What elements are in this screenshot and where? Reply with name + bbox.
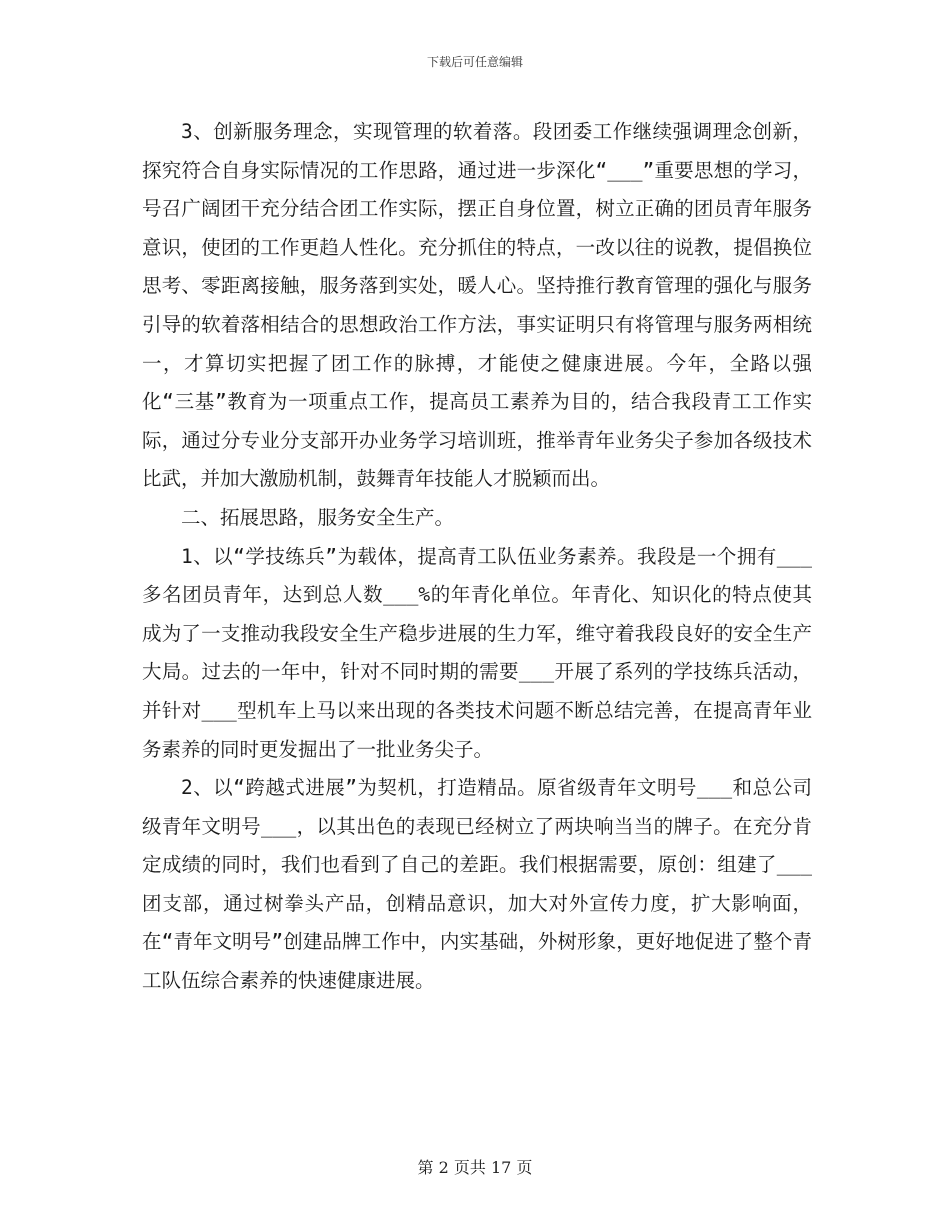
paragraph-service-concept: 3、创新服务理念，实现管理的软着落。段团委工作继续强调理念创新，探究符合自身实际情况的工作思路，通过进一步深化“___”重要思想的学习，号召广阔团干充分结合团工作实际，摆正自身位置，树立正确的团员青年服务意识，使团的工作更趋人性化。充分抓住的特点，一改以往的说教，提倡换位思考、零距离接触，服务落到实处，暖人心。坚持推行教育管理的强化与服务引导的软着落相结合的思想政治工作方法，事实证明只有将管理与服务两相统一，才算切实把握了团工作的脉搏，才能使之健康进展。今年，全路以强化“三基”教育为一项重点工作，提高员工素养为目的，结合我段青工工作实际，通过分专业分支部开办业务学习培训班，推举青年业务尖子参加各级技术比武，并加大激励机制，鼓舞青年技能人才脱颖而出。	[142, 120, 812, 491]
page-header: 下载后可任意编辑	[426, 55, 523, 69]
paragraph-leapfrog-development: 2、以“跨越式进展”为契机，打造精品。原省级青年文明号___和总公司级青年文明号___，以其出色的表现已经树立了两块响当当的牌子。在充分肯定成绩的同时，我们也看到了自己的差距。我们根据需要，原创：组建了___团支部，通过树拳头产品，创精品意识，加大对外宣传力度，扩大影响面，在“青年文明号”创建品牌工作中，内实基础，外树形象，更好地促进了整个青工队伍综合素养的快速健康进展。	[142, 776, 812, 993]
section-heading-expand-thinking: 二、拓展思路，服务安全生产。	[181, 505, 455, 529]
document-body	[142, 113, 812, 1001]
paragraph-skill-training: 1、以“学技练兵”为载体，提高青工队伍业务素养。我段是一个拥有___多名团员青年，达到总人数___%的年青化单位。年青化、知识化的特点使其成为了一支推动我段安全生产稳步进展的生力军，维守着我段良好的安全生产大局。过去的一年中，针对不同时期的需要___开展了系列的学技练兵活动，并针对___型机车上马以来出现的各类技术问题不断总结完善，在提高青年业务素养的同时更发掘出了一批业务尖子。	[142, 544, 812, 761]
page-footer-page-number: 第 2 页共 17 页	[417, 1158, 533, 1177]
